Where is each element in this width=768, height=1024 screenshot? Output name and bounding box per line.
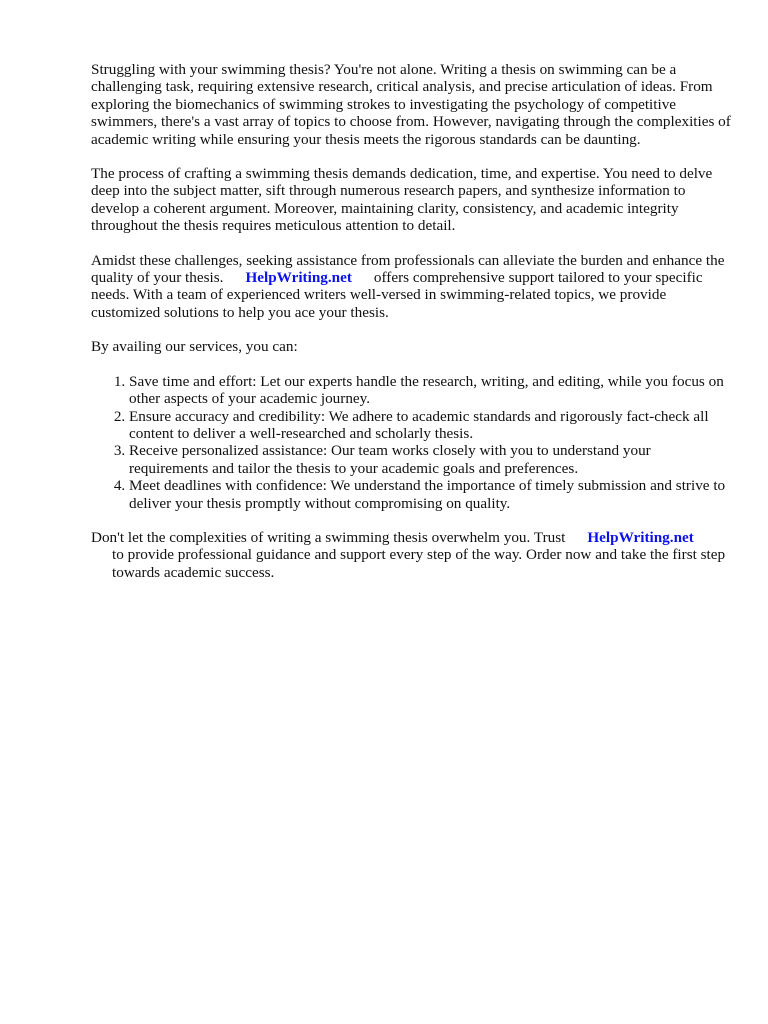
- closing-paragraph: [91, 529, 731, 581]
- assistance-text-after: offers comprehensive support tailored to your specific needs. With a team of experienced writers well-versed in swimming-related topics, we provide customized solutions to help you ace your thesis.: [91, 269, 703, 321]
- helpwriting-link[interactable]: HelpWriting.net: [245, 269, 352, 287]
- closing-text-after: to provide professional guidance and support every step of the way. Order now and take the first step towards academic success.: [112, 546, 726, 581]
- list-item: 1. Save time and effort: Let our experts handle the research, writing, and editing, while you focus on other aspects of your academic journey.: [129, 373, 731, 408]
- intro-paragraph: Struggling with your swimming thesis? You're not alone. Writing a thesis on swimming can be a challenging task, requiring extensive research, critical analysis, and precise articulation of ideas. From exploring the biomechanics of swimming strokes to investigating the psychology of competitive swimmers, there's a vast array of topics to choose from. However, navigating through the complexities of academic writing while ensuring your thesis meets the rigorous standards can be daunting.: [91, 61, 731, 148]
- process-paragraph: The process of crafting a swimming thesis demands dedication, time, and expertise. You need to delve deep into the subject matter, sift through numerous research papers, and synthesize information to develop a coherent argument. Moreover, maintaining clarity, consistency, and academic integrity throughout the thesis requires meticulous attention to detail.: [91, 165, 713, 235]
- list-item: 3. Receive personalized assistance: Our team works closely with you to understand your requirements and tailor the thesis to your academic goals and preferences.: [129, 442, 731, 477]
- helpwriting-link-closing[interactable]: HelpWriting.net: [587, 528, 694, 546]
- assistance-text-before: Amidst these challenges, seeking assistance from professionals can alleviate the burden and enhance the quality of your thesis.: [91, 251, 725, 287]
- assistance-paragraph: [91, 252, 731, 322]
- services-intro: By availing our services, you can:: [91, 338, 298, 356]
- list-item: 4. Meet deadlines with confidence: We understand the importance of timely submission and strive to deliver your thesis promptly without compromising on quality.: [129, 477, 731, 512]
- document-page: [91, 61, 731, 598]
- closing-text-before: Don't let the complexities of writing a swimming thesis overwhelm you. Trust: [91, 528, 566, 546]
- list-item: 2. Ensure accuracy and credibility: We adhere to academic standards and rigorously fact-check all content to deliver a well-researched and scholarly thesis.: [129, 408, 731, 443]
- services-list: [91, 373, 731, 512]
